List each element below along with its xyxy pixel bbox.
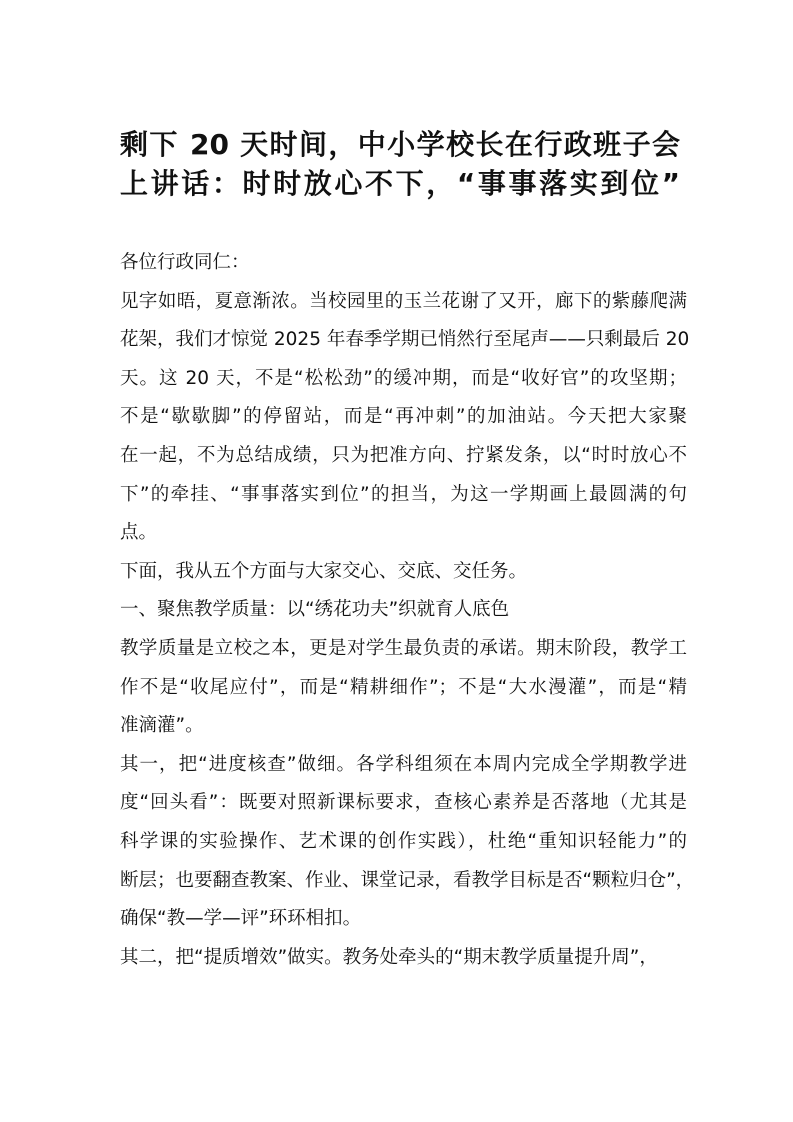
paragraph (120, 283, 690, 553)
text-line: 天。这 20 天，不是“松松劲”的缓冲期，而是“收好官”的攻坚期； (120, 367, 687, 389)
text-line: 下面，我从五个方面与大家交心、交底、交任务。 (120, 560, 528, 582)
text-line: 断层；也要翻查教案、作业、课堂记录，看教学目标是否“颗粒归仓”， (120, 869, 695, 891)
title-line: 剩下 20 天时间，中小学校长在行政班子会 (120, 128, 680, 161)
paragraph (120, 630, 687, 746)
text-line: 度“回头看”：既要对照新课标要求，查核心素养是否落地（尤其是 (120, 792, 687, 814)
text-line: 在一起，不为总结成绩，只为把准方向、拧紧发条，以“时时放心不 (120, 444, 687, 466)
text-line: 其一，把“进度核查”做细。各学科组须在本周内完成全学期教学进 (120, 753, 687, 775)
title-line: 上讲话：时时放心不下，“事事落实到位” (120, 166, 680, 200)
text-line: 确保“教—学—评”环环相扣。 (120, 908, 362, 930)
text-line: 其二，把“提质增效”做实。教务处牵头的“期末教学质量提升周”， (120, 946, 658, 968)
paragraph (120, 553, 687, 592)
text-line: 不是“歇歇脚”的停留站，而是“再冲刺”的加油站。今天把大家聚 (120, 406, 687, 428)
document-title (120, 126, 680, 203)
text-line: 教学质量是立校之本，更是对学生最负责的承诺。期末阶段，教学工 (120, 637, 687, 659)
text-line: 准滴灌”。 (120, 715, 204, 737)
paragraph (120, 746, 695, 939)
text-line: 下”的牵挂、“事事落实到位”的担当，为这一学期画上最圆满的句 (120, 483, 687, 505)
text-line: 作不是“收尾应付”，而是“精耕细作”；不是“大水漫灌”，而是“精 (120, 676, 687, 698)
document-body (120, 244, 695, 977)
text-line: 见字如晤，夏意渐浓。当校园里的玉兰花谢了又开，廊下的紫藤爬满 (120, 290, 687, 312)
paragraph (120, 591, 687, 630)
text-line: 科学课的实验操作、艺术课的创作实践），杜绝“重知识轻能力”的 (120, 830, 687, 852)
paragraph (120, 939, 687, 978)
text-line: 一、聚焦教学质量：以“绣花功夫”织就育人底色 (120, 599, 510, 621)
text-line: 花架，我们才惊觉 2025 年春季学期已悄然行至尾声——只剩最后 20 (120, 329, 690, 351)
text-line: 各位行政同仁： (120, 252, 250, 273)
text-line: 点。 (120, 522, 158, 544)
paragraph (120, 244, 687, 283)
